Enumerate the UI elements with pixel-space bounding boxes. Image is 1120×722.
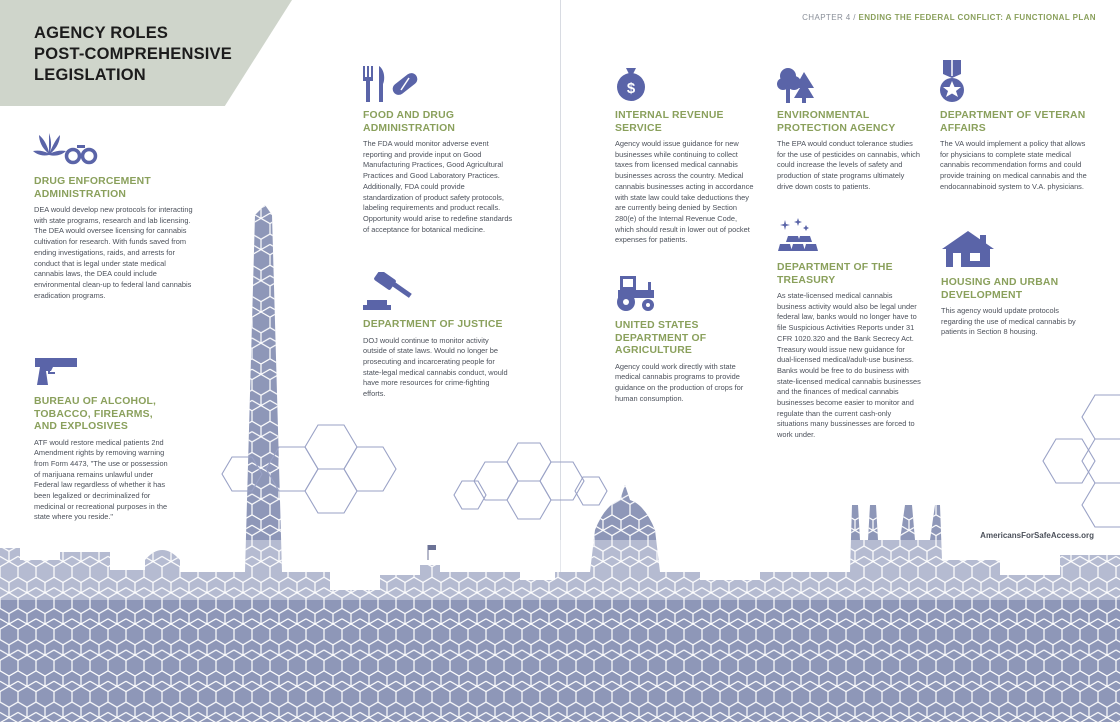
usda-body: Agency could work directly with state medical cannabis programs to provide guidance on the production of crops for human consumption.	[615, 361, 744, 403]
agency-irs	[615, 110, 757, 246]
chapter-number: CHAPTER 4 /	[802, 13, 856, 22]
cannabis-leaf-and-handcuffs-icon	[33, 133, 99, 169]
chapter-header	[802, 13, 1096, 22]
doj-body: DOJ would continue to monitor activity outside of state laws. Would no longer be prosecuting and incarcerating people for state-legal medical cannabis conduct, would have more resources for crime-fighting efforts.	[363, 335, 508, 399]
fda-heading: FOOD AND DRUG ADMINISTRATION	[363, 110, 456, 134]
handgun-icon	[33, 355, 79, 387]
agency-hud	[941, 277, 1089, 338]
agency-usda	[615, 320, 757, 404]
tractor-icon	[614, 274, 658, 312]
epa-heading: ENVIRONMENTAL PROTECTION AGENCY	[777, 110, 896, 134]
agency-treasury	[777, 262, 922, 441]
trees-icon	[776, 66, 816, 104]
agency-doj	[363, 319, 513, 400]
irs-heading: INTERNAL REVENUE SERVICE	[615, 110, 724, 134]
atf-body: ATF would restore medical patients 2nd Amendment rights by removing warning from Form 4473, "The use or possession of marijuana remains unlawful under Federal law regardless of whether it has been legalized or decriminalized for medicinal or recreational purposes in the state where you reside."	[34, 437, 168, 522]
irs-body: Agency would issue guidance for new businesses while continuing to collect taxes from licensed medical cannabis businesses across the country. Medical cannabis businesses acting in accordance with state law could take deductions they are currently being denied by Section 280(e) of the Internal Revenue Code, which should result in lower out of pocket expenses for patients.	[615, 139, 754, 245]
decorative-hexagons	[222, 395, 1120, 527]
medal-icon	[937, 60, 967, 104]
va-body: The VA would implement a policy that allows for physicians to complete state medical cannabis recommendation forms and could provide training on medical cannabis and the endocannabinoid system to V.A. physicians.	[940, 139, 1087, 191]
agency-va	[940, 110, 1088, 193]
website-link[interactable]: AmericansForSafeAccess.org	[980, 531, 1094, 540]
title-line-3: LEGISLATION	[34, 66, 146, 84]
agency-fda	[363, 110, 513, 235]
atf-heading: BUREAU OF ALCOHOL, TOBACCO, FIREARMS, AND EXPLOSIVES	[34, 396, 157, 432]
svg-text:$: $	[626, 80, 636, 97]
title-line-2: POST-COMPREHENSIVE	[34, 45, 232, 63]
gavel-icon	[363, 272, 417, 312]
agency-dea	[34, 176, 194, 301]
dea-heading: DRUG ENFORCEMENT ADMINISTRATION	[34, 176, 151, 200]
money-bag-icon	[614, 66, 648, 102]
house-icon	[940, 229, 996, 269]
doj-heading: DEPARTMENT OF JUSTICE	[363, 319, 503, 330]
title-line-1: AGENCY ROLES	[34, 24, 169, 42]
usda-heading: UNITED STATES DEPARTMENT OF AGRICULTURE	[615, 320, 707, 356]
agency-atf	[34, 396, 174, 523]
chapter-title: ENDING THE FEDERAL CONFLICT: A FUNCTIONAL PLAN	[858, 13, 1096, 22]
agency-epa	[777, 110, 922, 193]
va-heading: DEPARTMENT OF VETERAN AFFAIRS	[940, 110, 1086, 134]
treasury-body: As state-licensed medical cannabis business activity would also be legal under federal law, banks would no longer have to file Suspicious Activities Reports under 31 CFR 1020.320 and the Bank Secrecy Act. Treasury would issue new guidance for dual-licensed medical/adult-use business. Banks would be free to do business with state-licensed medical cannabis businesses and the finances of medical cannabis businesses become easier to monitor and regulate than the current cash-only situations many bussinesses are forced to work under.	[777, 291, 921, 440]
treasury-heading: DEPARTMENT OF THE TREASURY	[777, 262, 893, 286]
dea-body: DEA would develop new protocols for interacting with state programs, research and lab licensing. The DEA would oversee licensing for cannabis cultivation for research. With funds saved from ending investigations, raids, and arrests for conduct that is legal under state medical cannabis laws, the DEA could include environmental clean-up to federal land cannabis eradication programs.	[34, 205, 193, 300]
page-title	[34, 23, 232, 86]
hud-heading: HOUSING AND URBAN DEVELOPMENT	[941, 277, 1059, 301]
fork-knife-pill-icon	[361, 66, 419, 104]
hud-body: This agency would update protocols regarding the use of medical cannabis by patients in Section 8 housing.	[941, 306, 1076, 337]
fda-body: The FDA would monitor adverse event reporting and provide input on Good Manufacturing Practices, Good Agricultural Practices and Good Laboratory Practices. Additionally, FDA could provide standardization of product safety protocols, labeling requirements and product recalls. Opportunity would arise to redefine standards of acceptance for botanical medicine.	[363, 139, 513, 234]
gold-bars-icon	[776, 216, 820, 254]
epa-body: The EPA would conduct tolerance studies for the use of pesticides on cannabis, which could increase the levels of safety and production of state programs ultimately drive down costs to patients.	[777, 139, 920, 191]
